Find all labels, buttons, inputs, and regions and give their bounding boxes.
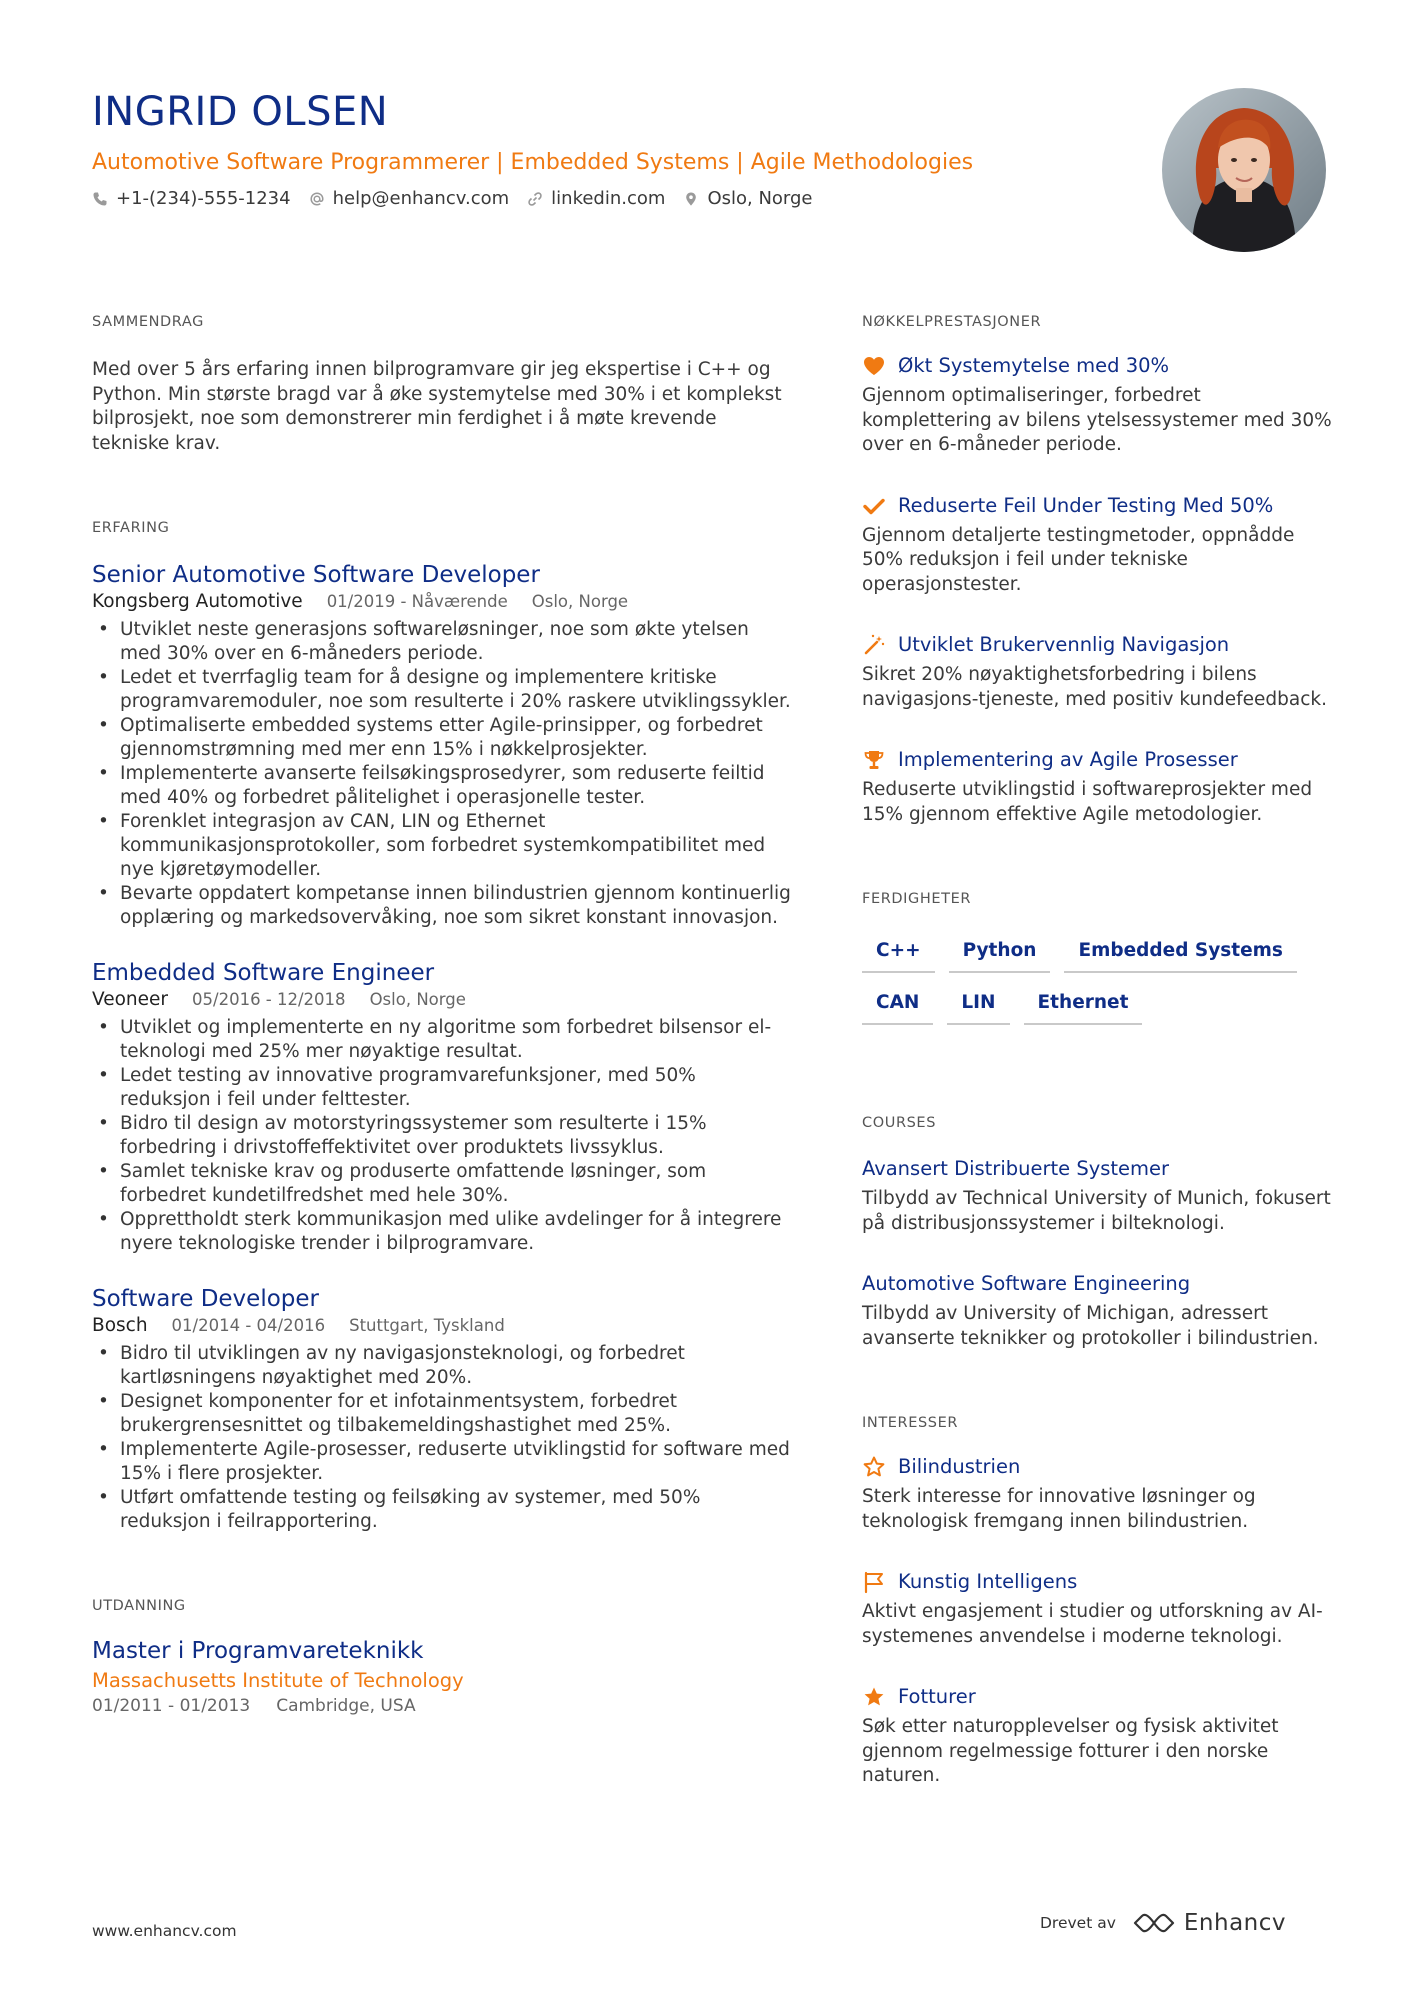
achievement-title: Utviklet Brukervennlig Navigasjon	[898, 633, 1230, 656]
experience-section-title: ERFARING	[92, 520, 170, 536]
degree-title: Master i Programvareteknikk	[92, 1638, 424, 1664]
right-column	[862, 312, 1332, 1789]
bullet-item: • Forenklet integrasjon av CAN, LIN og Ethernet kommunikasjonsprotokoller, som forbedret systemkompatibilitet med nye kjøretøymodeller.	[92, 810, 792, 882]
bullet-item: • Implementerte Agile-prosesser, reduserte utviklingstid for software med 15% i flere prosjekter.	[92, 1438, 792, 1486]
job-meta	[92, 1314, 792, 1338]
interest-title: Bilindustrien	[898, 1455, 1021, 1478]
skill-tag: Python	[949, 933, 1051, 973]
link-icon	[527, 191, 543, 207]
bullet-item: • Designet komponenter for et infotainmentsystem, forbedret brukergrensesnittet og tilbakemeldingshastighet med 25%.	[92, 1390, 792, 1438]
job-bullets	[92, 1342, 792, 1534]
resume-header	[92, 86, 1092, 212]
bullet-item: • Bidro til design av motorstyringssystemer som resulterte i 15% forbedring i drivstoffeffektivitet over produktets livssyklus.	[92, 1112, 792, 1160]
achievement-desc: Gjennom optimaliseringer, forbedret komplettering av bilens ytelsessystemer med 30% over en 6-måneder periode.	[862, 385, 1332, 455]
job-title: Embedded Software Engineer	[92, 960, 435, 986]
skills-section-title: FERDIGHETER	[862, 891, 972, 907]
headline: Automotive Software Programmerer | Embedded Systems | Agile Methodologies	[92, 150, 974, 175]
education-date: 01/2011 - 01/2013	[92, 1696, 251, 1716]
location-text: Oslo, Norge	[707, 188, 813, 209]
achievement-item	[862, 492, 1332, 598]
interest-title: Fotturer	[898, 1685, 976, 1708]
phone-icon	[92, 191, 108, 207]
interest-desc: Aktivt engasjement i studier og utforskning av AI-systemenes anvendelse i moderne teknologi.	[862, 1601, 1323, 1647]
checkmark-icon	[862, 494, 886, 518]
skill-tag: Embedded Systems	[1064, 933, 1297, 973]
job-date: 05/2016 - 12/2018	[192, 990, 346, 1009]
footer-branding	[1040, 1910, 1286, 1936]
bullet-item: • Implementerte avanserte feilsøkingsprosedyrer, som reduserte feiltid med 40% og forbedret pålitelighet i operasjonelle tester.	[92, 762, 792, 810]
brand-name: Enhancv	[1183, 1910, 1287, 1936]
job-location: Stuttgart, Tyskland	[349, 1316, 505, 1335]
courses-section-title: COURSES	[862, 1115, 936, 1131]
summary-section-title: SAMMENDRAG	[92, 314, 204, 330]
star-filled-icon	[862, 1685, 886, 1709]
magic-wand-icon	[862, 633, 886, 657]
course-desc: Tilbydd av Technical University of Munich, fokusert på distribusjonssystemer i bilteknologi.	[862, 1188, 1331, 1234]
bullet-item: • Ledet testing av innovative programvarefunksjoner, med 50% reduksjon i feil under felttester.	[92, 1064, 792, 1112]
course-item	[862, 1270, 1332, 1351]
skill-tag: LIN	[947, 985, 1009, 1025]
interest-item	[862, 1453, 1332, 1534]
bullet-item: • Ledet et tverrfaglig team for å designe og implementere kritiske programvaremoduler, noe som resulterte i 20% raskere utviklingssykler.	[92, 666, 792, 714]
skill-tag: CAN	[862, 985, 933, 1025]
achievement-title: Økt Systemytelse med 30%	[898, 354, 1170, 377]
at-icon	[309, 191, 325, 207]
job-meta	[92, 590, 792, 614]
achievement-title: Implementering av Agile Prosesser	[898, 748, 1238, 771]
contact-email[interactable]	[309, 186, 510, 212]
interest-title: Kunstig Intelligens	[898, 1570, 1078, 1593]
course-title: Automotive Software Engineering	[862, 1272, 1191, 1295]
job-entry	[92, 958, 792, 1256]
phone-text: +1-(234)-555-1234	[116, 188, 291, 209]
candidate-name: INGRID OLSEN	[92, 89, 389, 135]
achievement-desc: Reduserte utviklingstid i softwareprosjekter med 15% gjennom effektive Agile metodologier.	[862, 779, 1313, 825]
linkedin-text: linkedin.com	[551, 188, 666, 209]
job-entry	[92, 560, 792, 930]
bullet-item: • Bidro til utviklingen av ny navigasjonsteknologi, og forbedret kartløsningens nøyaktighet med 20%.	[92, 1342, 792, 1390]
star-outline-icon	[862, 1455, 886, 1479]
left-column	[92, 312, 792, 1718]
skills-list	[862, 933, 1302, 1025]
job-company: Veoneer	[92, 989, 169, 1010]
job-location: Oslo, Norge	[531, 592, 629, 611]
contact-phone	[92, 186, 291, 212]
interest-desc: Sterk interesse for innovative løsninger og teknologisk fremgang innen bilindustrien.	[862, 1486, 1256, 1532]
location-pin-icon	[683, 191, 699, 207]
email-text: help@enhancv.com	[332, 188, 510, 209]
summary-text: Med over 5 års erfaring innen bilprogramvare gir jeg ekspertise i C++ og Python. Min største bragd var å øke systemytelse med 30% i et komplekst bilprosjekt, noe som demonstrerer min ferdighet i å møte krevende tekniske krav.	[92, 359, 782, 454]
bullet-item: • Optimaliserte embedded systems etter Agile-prinsipper, og forbedret gjennomstrømning med mer enn 15% i nøkkelprosjekter.	[92, 714, 792, 762]
job-date: 01/2014 - 04/2016	[171, 1316, 326, 1335]
bullet-item: • Opprettholdt sterk kommunikasjon med ulike avdelinger for å integrere nyere teknologiske trender i bilprogramvare.	[92, 1208, 792, 1256]
achievement-desc: Sikret 20% nøyaktighetsforbedring i bilens navigasjons-tjeneste, med positiv kundefeedback.	[862, 664, 1327, 710]
job-meta	[92, 988, 792, 1012]
course-desc: Tilbydd av University of Michigan, adressert avanserte teknikker og protokoller i bilindustrien.	[862, 1303, 1319, 1349]
achievement-item	[862, 746, 1332, 827]
enhancv-logo-icon	[1132, 1912, 1176, 1934]
contact-list	[92, 186, 1092, 212]
heart-icon	[862, 354, 886, 378]
job-bullets	[92, 618, 792, 930]
course-title: Avansert Distribuerte Systemer	[862, 1157, 1170, 1180]
achievement-item	[862, 631, 1332, 712]
bullet-item: • Utviklet og implementerte en ny algoritme som forbedret bilsensor el-teknologi med 25% mer nøyaktige resultat.	[92, 1016, 792, 1064]
education-section-title: UTDANNING	[92, 1598, 186, 1614]
job-title: Software Developer	[92, 1286, 319, 1312]
bullet-item: • Bevarte oppdatert kompetanse innen bilindustrien gjennom kontinuerlig opplæring og markedsovervåking, noe som sikret konstant innovasjon.	[92, 882, 792, 930]
bullet-item: • Utviklet neste generasjons softwareløsninger, noe som økte ytelsen med 30% over en 6-måneders periode.	[92, 618, 792, 666]
job-location: Oslo, Norge	[369, 990, 466, 1009]
achievements-section-title: NØKKELPRESTASJONER	[862, 314, 1042, 330]
footer-website[interactable]: www.enhancv.com	[92, 1922, 237, 1940]
bullet-item: • Samlet tekniske krav og produserte omfattende løsninger, som forbedret kundetilfredshet med hele 30%.	[92, 1160, 792, 1208]
achievement-title: Reduserte Feil Under Testing Med 50%	[898, 493, 1274, 517]
education-meta	[92, 1694, 792, 1718]
job-company: Kongsberg Automotive	[92, 591, 303, 612]
interest-desc: Søk etter naturopplevelser og fysisk aktivitet gjennom regelmessige fotturer i den norske naturen.	[862, 1716, 1279, 1786]
bullet-item: • Utført omfattende testing og feilsøking av systemer, med 50% reduksjon i feilrapportering.	[92, 1486, 792, 1534]
contact-linkedin[interactable]	[527, 186, 665, 212]
job-company: Bosch	[92, 1315, 148, 1336]
interest-item	[862, 1568, 1332, 1649]
brand-logo[interactable]	[1132, 1910, 1286, 1936]
job-title: Senior Automotive Software Developer	[92, 562, 540, 588]
trophy-icon	[862, 748, 886, 772]
powered-by-label: Drevet av	[1040, 1914, 1116, 1932]
skill-tag: C++	[862, 933, 935, 973]
flag-icon	[862, 1570, 886, 1594]
course-item	[862, 1155, 1332, 1236]
job-entry	[92, 1284, 792, 1534]
contact-location	[683, 186, 812, 212]
interest-item	[862, 1683, 1332, 1789]
school-name: Massachusetts Institute of Technology	[92, 1669, 464, 1692]
interests-section-title: INTERESSER	[862, 1415, 959, 1431]
skill-tag: Ethernet	[1024, 985, 1143, 1025]
avatar	[1162, 88, 1326, 252]
job-date: 01/2019 - Nåværende	[326, 592, 508, 611]
education-location: Cambridge, USA	[276, 1696, 416, 1716]
achievement-item	[862, 352, 1332, 458]
achievement-desc: Gjennom detaljerte testingmetoder, oppnådde 50% reduksjon i feil under tekniske operasjonstester.	[862, 524, 1295, 595]
job-bullets	[92, 1016, 792, 1256]
